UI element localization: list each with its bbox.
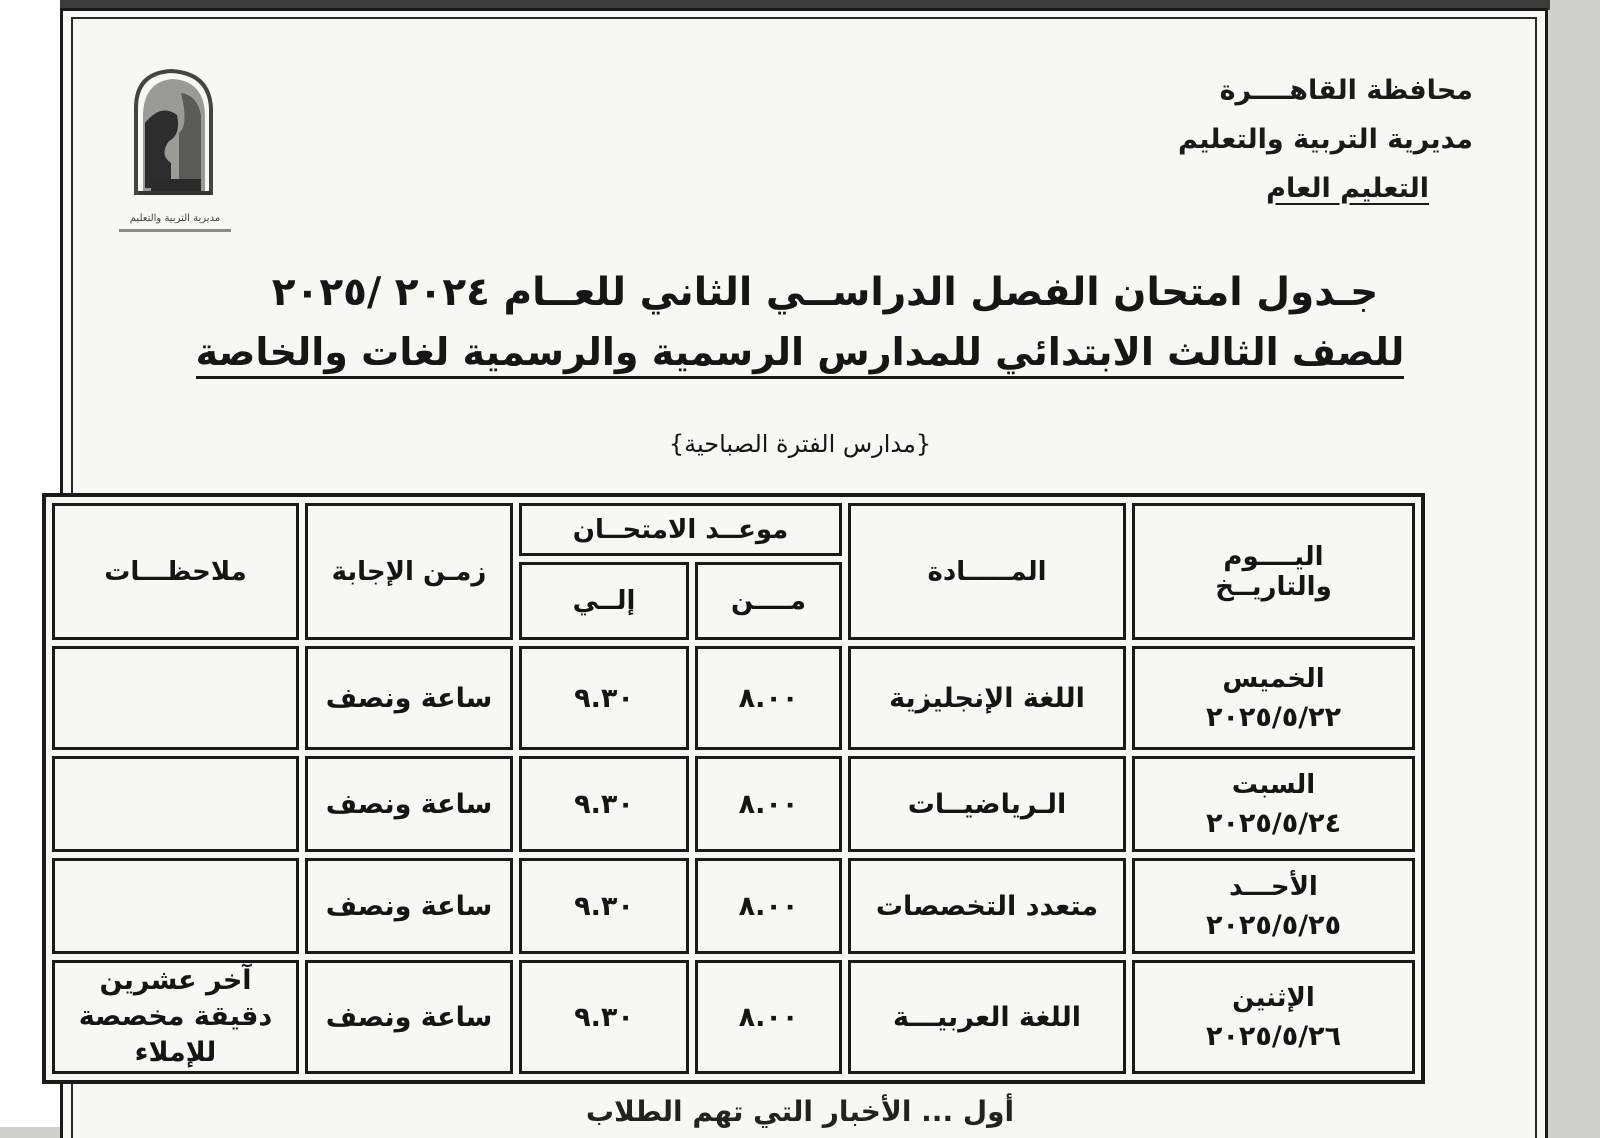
directorate-line: مديرية التربية والتعليم xyxy=(1178,124,1473,155)
subject-cell: اللغة الإنجليزية xyxy=(848,646,1126,750)
to-cell: ٩.٣٠ xyxy=(519,646,689,750)
from-cell: ٨.٠٠ xyxy=(695,960,842,1074)
day-date-cell: الخميس ٢٠٢٥/٥/٢٢ xyxy=(1132,646,1415,750)
document-title: جـدول امتحان الفصل الدراســي الثاني للعــام ٢٠٢٤ /٢٠٢٥ xyxy=(271,270,1379,315)
from-cell: ٨.٠٠ xyxy=(695,858,842,954)
to-cell: ٩.٣٠ xyxy=(519,960,689,1074)
session-label: {مدارس الفترة الصباحية} xyxy=(668,430,932,458)
department-line: التعليم العام xyxy=(1266,173,1429,204)
header-notes: ملاحظـــات xyxy=(52,503,299,640)
table-row xyxy=(52,756,1415,852)
governorate-line: محافظة القاهــــرة xyxy=(1219,75,1473,106)
document-subtitle xyxy=(0,330,1600,374)
header-from: مــــن xyxy=(695,562,842,640)
table-row xyxy=(52,960,1415,1074)
directorate-emblem-icon xyxy=(111,63,241,241)
notes-cell: آخر عشرين دقيقة مخصصة للإملاء xyxy=(52,960,299,1074)
issuer-header xyxy=(1178,66,1473,213)
notes-cell xyxy=(52,756,299,852)
to-cell: ٩.٣٠ xyxy=(519,756,689,852)
day-date-cell: الأحـــد ٢٠٢٥/٥/٢٥ xyxy=(1132,858,1415,954)
duration-cell: ساعة ونصف xyxy=(305,858,513,954)
day-date-cell: السبت ٢٠٢٥/٥/٢٤ xyxy=(1132,756,1415,852)
duration-cell: ساعة ونصف xyxy=(305,960,513,1074)
duration-cell: ساعة ونصف xyxy=(305,756,513,852)
table-row xyxy=(52,858,1415,954)
day-date-cell: الإثنين ٢٠٢٥/٥/٢٦ xyxy=(1132,960,1415,1074)
subject-cell: الـرياضيــات xyxy=(848,756,1126,852)
exam-schedule-table xyxy=(42,493,1425,1084)
notes-cell xyxy=(52,646,299,750)
subject-cell: اللغة العربيـــة xyxy=(848,960,1126,1074)
to-cell: ٩.٣٠ xyxy=(519,858,689,954)
header-exam-time: موعــد الامتحــان xyxy=(519,503,842,556)
header-day-date: اليــــوم والتاريــخ xyxy=(1132,503,1415,640)
header-subject: المـــــادة xyxy=(848,503,1126,640)
table-row xyxy=(52,646,1415,750)
header-duration: زمـن الإجابة xyxy=(305,503,513,640)
subtitle-text: للصف الثالث الابتدائي للمدارس الرسمية والرسمية لغات والخاصة xyxy=(196,330,1405,379)
header-to: إلــي xyxy=(519,562,689,640)
duration-cell: ساعة ونصف xyxy=(305,646,513,750)
logo-caption: مديرية التربية والتعليم xyxy=(129,213,221,224)
footer-partial-text: أول ... الأخبار التي تهم الطلاب xyxy=(585,1095,1015,1128)
notes-cell xyxy=(52,858,299,954)
subject-cell: متعدد التخصصات xyxy=(848,858,1126,954)
from-cell: ٨.٠٠ xyxy=(695,756,842,852)
from-cell: ٨.٠٠ xyxy=(695,646,842,750)
